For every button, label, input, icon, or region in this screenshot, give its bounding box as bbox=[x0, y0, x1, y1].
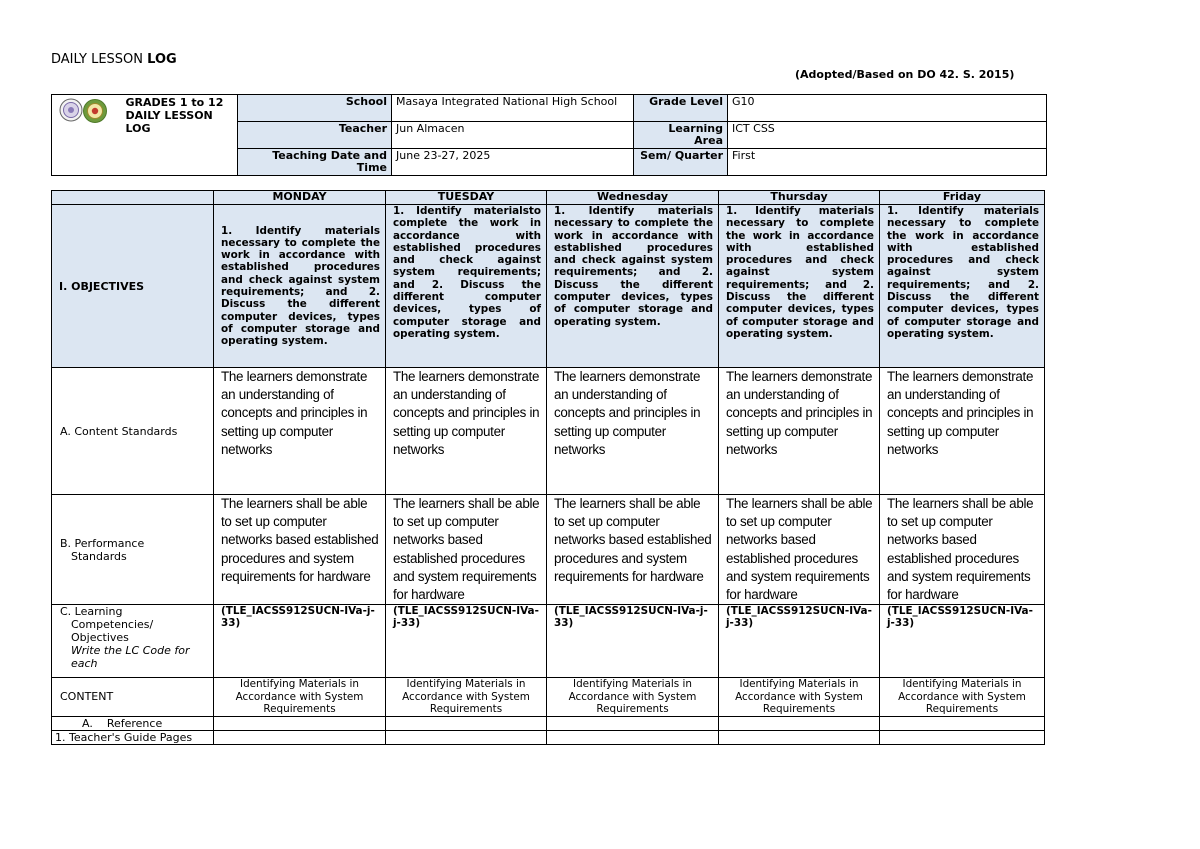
teachers-guide-label: 1. Teacher's Guide Pages bbox=[52, 730, 214, 744]
objective-cell: 1. Identify materials necessary to complete the work in accordance with established procedures and check against system requirements; and 2. Discuss the different computer devices, types of computer storage and operating system. bbox=[719, 205, 880, 368]
school-value: Masaya Integrated National High School bbox=[392, 95, 634, 122]
performance-standard-cell: The learners shall be able to set up computer networks based established procedures and system requirements for hardware bbox=[214, 495, 386, 605]
content-cell: Identifying Materials in Accordance with System Requirements bbox=[547, 678, 719, 717]
content-standard-cell: The learners demonstrate an understanding of concepts and principles in setting up computer networks bbox=[880, 368, 1045, 495]
objectives-label: I. OBJECTIVES bbox=[52, 205, 214, 368]
content-cell: Identifying Materials in Accordance with System Requirements bbox=[719, 678, 880, 717]
quarter-value: First bbox=[728, 149, 1047, 176]
empty-cell bbox=[214, 716, 386, 730]
performance-standards-label bbox=[52, 495, 214, 605]
reference-label: A. Reference bbox=[52, 716, 214, 730]
day-header: TUESDAY bbox=[386, 191, 547, 205]
performance-standard-cell: The learners shall be able to set up computer networks based established procedures and system requirements for hardware bbox=[719, 495, 880, 605]
corner-cell bbox=[52, 191, 214, 205]
learning-area-value: ICT CSS bbox=[728, 122, 1047, 149]
deped-seal-icon bbox=[60, 99, 82, 121]
content-label: CONTENT bbox=[52, 678, 214, 717]
grade-level-label: Grade Level bbox=[634, 95, 728, 122]
title-prefix: DAILY LESSON bbox=[51, 52, 148, 67]
teacher-label: Teacher bbox=[238, 122, 392, 149]
grades-text: GRADES 1 to 12 bbox=[125, 96, 224, 109]
document-title bbox=[51, 52, 177, 67]
empty-cell bbox=[547, 716, 719, 730]
objective-cell: 1. Identify materials necessary to complete the work in accordance with established procedures and check against system requirements; and 2. Discuss the different computer devices, types of computer storage and operating system. bbox=[214, 205, 386, 368]
performance-label-line2: Standards bbox=[71, 549, 127, 563]
empty-cell bbox=[214, 730, 386, 744]
competencies-label-line1: C. Learning bbox=[60, 605, 123, 619]
empty-cell bbox=[719, 730, 880, 744]
day-header: MONDAY bbox=[214, 191, 386, 205]
objective-cell: 1. Identify materials necessary to complete the work in accordance with established procedures and check against system requirements; and 2. Discuss the different computer devices, types of computer storage and operating system. bbox=[880, 205, 1045, 368]
competencies-label-line2: Competencies/ bbox=[71, 618, 154, 632]
competencies-label bbox=[52, 605, 214, 678]
empty-cell bbox=[880, 716, 1045, 730]
lc-code-cell: (TLE_IACSS912SUCN-IVa-j-33) bbox=[719, 605, 880, 678]
content-standards-label: A. Content Standards bbox=[52, 368, 214, 495]
competencies-label-italic: Write the LC Code for each bbox=[71, 644, 190, 671]
adopted-note: (Adopted/Based on DO 42. S. 2015) bbox=[795, 68, 1015, 81]
performance-standard-cell: The learners shall be able to set up computer networks based established procedures and system requirements for hardware bbox=[386, 495, 547, 605]
school-label: School bbox=[238, 95, 392, 122]
lc-code-cell: (TLE_IACSS912SUCN-IVa-j-33) bbox=[547, 605, 719, 678]
empty-cell bbox=[386, 716, 547, 730]
date-label: Teaching Date and Time bbox=[238, 149, 392, 176]
lc-code-cell: (TLE_IACSS912SUCN-IVa-j-33) bbox=[880, 605, 1045, 678]
quarter-label: Sem/ Quarter bbox=[634, 149, 728, 176]
performance-label-line1: B. Performance bbox=[60, 536, 145, 550]
logo-cell bbox=[52, 95, 120, 176]
content-cell: Identifying Materials in Accordance with System Requirements bbox=[880, 678, 1045, 717]
grade-level-value: G10 bbox=[728, 95, 1047, 122]
content-standard-cell: The learners demonstrate an understanding of concepts and principles in setting up computer networks bbox=[719, 368, 880, 495]
objective-cell: 1. Identify materials necessary to complete the work in accordance with established procedures and check against system requirements; and 2. Discuss the different computer devices, types of computer storage and operating system. bbox=[547, 205, 719, 368]
content-standard-cell: The learners demonstrate an understanding of concepts and principles in setting up computer networks bbox=[214, 368, 386, 495]
lc-code-cell: (TLE_IACSS912SUCN-IVa-j-33) bbox=[386, 605, 547, 678]
lesson-table bbox=[51, 190, 1045, 745]
title-bold: LOG bbox=[147, 52, 177, 67]
grades-title-cell bbox=[120, 95, 238, 176]
day-header: Friday bbox=[880, 191, 1045, 205]
competencies-label-line3: Objectives bbox=[71, 631, 129, 645]
performance-standard-cell: The learners shall be able to set up computer networks based established procedures and system requirements for hardware bbox=[547, 495, 719, 605]
empty-cell bbox=[386, 730, 547, 744]
learning-area-label: Learning Area bbox=[634, 122, 728, 149]
teacher-value: Jun Almacen bbox=[392, 122, 634, 149]
content-cell: Identifying Materials in Accordance with System Requirements bbox=[214, 678, 386, 717]
empty-cell bbox=[880, 730, 1045, 744]
content-standard-cell: The learners demonstrate an understanding of concepts and principles in setting up computer networks bbox=[547, 368, 719, 495]
empty-cell bbox=[719, 716, 880, 730]
dll-line2: LOG bbox=[125, 122, 151, 135]
seal-logos bbox=[59, 97, 107, 127]
school-seal-icon bbox=[84, 100, 107, 123]
day-header: Wednesday bbox=[547, 191, 719, 205]
header-table bbox=[51, 94, 1047, 176]
objective-cell: 1. Identify materialsto complete the work in accordance with established procedures and check against system requirements; and 2. Discuss the different computer devices, types of computer storage and operating system. bbox=[386, 205, 547, 368]
content-cell: Identifying Materials in Accordance with System Requirements bbox=[386, 678, 547, 717]
empty-cell bbox=[547, 730, 719, 744]
date-value: June 23-27, 2025 bbox=[392, 149, 634, 176]
performance-standard-cell: The learners shall be able to set up computer networks based established procedures and system requirements for hardware bbox=[880, 495, 1045, 605]
dll-line1: DAILY LESSON bbox=[125, 109, 213, 122]
content-standard-cell: The learners demonstrate an understanding of concepts and principles in setting up computer networks bbox=[386, 368, 547, 495]
day-header: Thursday bbox=[719, 191, 880, 205]
lc-code-cell: (TLE_IACSS912SUCN-IVa-j-33) bbox=[214, 605, 386, 678]
